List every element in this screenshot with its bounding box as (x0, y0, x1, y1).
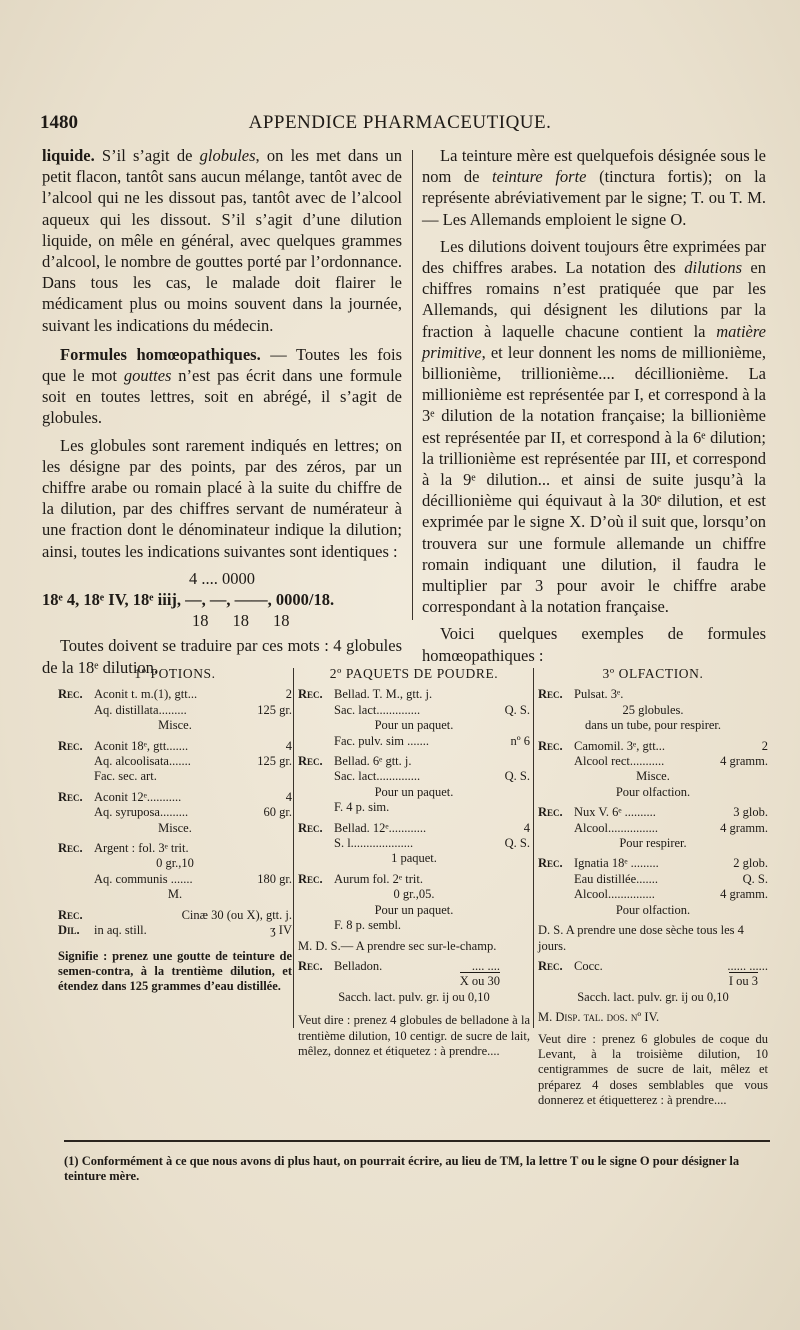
recipe (298, 687, 530, 749)
recipe-line: Sacch. lact. pulv. gr. ij ou 0,10 (577, 989, 729, 1004)
right-paragraph-1 (422, 145, 766, 230)
rec-label: Rec. (58, 907, 83, 922)
recipe-line: F. 8 p. sembl. (334, 918, 402, 933)
rec-label: Rec. (298, 687, 323, 702)
recipe-qty: 4 (285, 789, 292, 804)
recipe-line: Aq. distillata......... (94, 702, 187, 717)
recipe-instruction: M. D. S.— A prendre sec sur-le-champ. (298, 938, 497, 953)
recipe-fraction: X ou 30 (459, 974, 500, 989)
recipe-line: Sac. lact.............. (334, 769, 421, 784)
recipe-fraction: I ou 3 (728, 974, 758, 989)
recipe (538, 805, 768, 851)
potions-note: Signifie : prenez une goutte de teinture de semen-contra, à la trentième dilution, et étendez dans 125 grammes d’eau distillée. (58, 948, 292, 994)
column-divider (412, 150, 413, 620)
recipe-dots: .... .... (471, 958, 500, 973)
formula-divider (533, 668, 534, 1028)
recipe-line: Aurum fol. 2ᵉ trit. (334, 871, 423, 886)
recipe-qty: 125 gr. (257, 754, 292, 769)
text-run: Les dilutions doivent toujours être exprimées par des chiffres arabes. La notation des (422, 236, 766, 278)
recipe-line: Camomil. 3ᵉ, gtt... (574, 738, 666, 753)
notation-equivalents (42, 568, 402, 632)
paquets-title: 2º PAQUETS DE POUDRE. (329, 666, 499, 681)
rec-label: Rec. (298, 958, 323, 973)
text-run: en chiffres romains n’est pratiquée que par les Allemands, qui désignent les dilutions par la fraction à laquelle chacune contient la (422, 258, 766, 341)
recipe-instruction: D. S. A prendre une dose sèche tous les 4 jours. (538, 923, 744, 953)
rec-label: Rec. (58, 841, 83, 856)
recipe (298, 959, 530, 1005)
recipe-qty: 4 (523, 820, 530, 835)
recipe (58, 687, 292, 733)
left-paragraph-1 (42, 145, 402, 336)
page-header (40, 112, 760, 138)
section-heading: Formules homœopathiques. (60, 344, 261, 364)
recipe-line: Ignatia 18ᵉ ......... (574, 856, 659, 871)
recipe-line: 0 gr.,10 (156, 856, 194, 871)
recipe-line: 0 gr.,05. (393, 887, 435, 902)
recipe-qty: 125 gr. (257, 702, 292, 717)
olfaction-note: Veut dire : prenez 6 globules de coque du Levant, à la troisième dilution, 10 centigrammes de sucre de lait, mêlez et préparez 4 doses semblables que vous donnerez et étiquetterez : à prendre.... (538, 1031, 768, 1108)
lead-word: liquide. (42, 146, 95, 165)
recipe (538, 739, 768, 801)
olfaction-title: 3º OLFACTION. (602, 666, 704, 681)
text-run: La teinture mère est quelquefois désignée sous le nom de (422, 146, 766, 187)
left-paragraph-2 (42, 344, 402, 429)
recipe-qty: Q. S. (504, 836, 530, 851)
text-run: n’est pas écrit dans une formule soit en toutes lettres, soit en abrégé, il s’agit de globules. (42, 366, 402, 428)
recipe-qty: Q. S. (504, 702, 530, 717)
italic-term: globules (199, 146, 256, 165)
recipe-line: 25 globules. (622, 702, 684, 717)
paquets-column (298, 666, 530, 1059)
right-column (422, 145, 766, 672)
eq-denominator: 18 (273, 611, 290, 631)
recipe-dots: ...... ...... (727, 958, 768, 973)
recipe (58, 908, 292, 939)
italic-term: teinture forte (492, 167, 587, 187)
right-paragraph-3: Voici quelques exemples de formules homœopathiques : (422, 624, 766, 665)
left-paragraph-3: Les globules sont rarement indiqués en lettres; on les désigne par des points, par des zéros, par un chiffre arabe ou romain placé à la suite du chiffre de la dilution, par des chiffres servant de numérateur à une fraction dont le dénominateur indique la dilution; ainsi, toutes les indications suivantes sont identiques : (42, 435, 402, 561)
rec-label: Rec. (58, 687, 83, 702)
recipe-line: Misce. (158, 718, 192, 733)
recipe-qty: Q. S. (504, 769, 530, 784)
dil-label: Dil. (58, 923, 80, 938)
footnote-rule (64, 1140, 770, 1142)
eq-line-1: 4 .... 0000 (189, 568, 255, 588)
recipe (58, 790, 292, 836)
recipe-line: F. 4 p. sim. (334, 800, 390, 815)
rec-label: Rec. (538, 958, 563, 973)
rec-label: Rec. (58, 738, 83, 753)
recipe (58, 841, 292, 903)
text-run: , et leur donnent les noms de millionième, billionième, trillionième.... décillionième. La millionième est représentée par I, et correspond à la 3ᵉ dilution de la notation française; la billionième est représentée par II, et correspond à la 6ᵉ dilution; la trillionième est représentée par III, et correspond à la 9ᵉ dilution... et ainsi de suite jusqu’à la décillionième qui équivaut à la 30ᵉ dilution, et est exprimée par le signe X. D’où il suit que, lorsqu’on trouvera sur une formule allemande un chiffre romain indiquant une dilution, il faudra le multiplier par 3 pour avoir le chiffre arabe correspondant à la notation française. (422, 342, 766, 617)
recipe-line: M. (167, 887, 183, 902)
recipe-line: Bellad. 12ᵉ............ (334, 820, 427, 835)
italic-term: matière primitive (422, 321, 766, 362)
rec-label: Rec. (538, 687, 563, 702)
recipe-qty: 2 (285, 687, 292, 702)
recipe-line: Pour un paquet. (374, 784, 454, 799)
eq-denominator: 18 (192, 611, 209, 631)
recipe-line: in aq. still. (94, 923, 147, 938)
right-paragraph-2 (422, 236, 766, 618)
recipe-line: Misce. (158, 820, 192, 835)
potions-column (58, 666, 292, 995)
rec-label: Rec. (298, 820, 323, 835)
left-paragraph-4: Toutes doivent se traduire par ces mots : 4 globules de la 18ᵉ dilution. (42, 636, 402, 677)
olfaction-column (538, 666, 768, 1109)
page-number: 1480 (40, 112, 78, 133)
left-column (42, 145, 402, 684)
recipe-line: Eau distillée....... (574, 871, 659, 886)
rec-label: Rec. (298, 754, 323, 769)
recipe-line: Aconit 12ᵉ........... (94, 789, 182, 804)
recipe-line: Pour olfaction. (615, 902, 691, 917)
recipe (538, 687, 768, 733)
recipe-line: Bellad. 6ᵉ gtt. j. (334, 754, 412, 769)
formula-divider (293, 668, 294, 1028)
recipe-qty: 4 gramm. (720, 754, 768, 769)
recipe-line: Fac. pulv. sim ....... (334, 733, 430, 748)
recipe-line: Pour un paquet. (374, 718, 454, 733)
recipe-qty: Q. S. (742, 871, 768, 886)
rec-label: Rec. (538, 738, 563, 753)
recipe-line: S. l.................... (334, 836, 414, 851)
footnote: (1) Conformément à ce que nous avons di plus haut, on pourrait écrire, au lieu de TM, la lettre T ou le signe O pour désigner la teinture mère. (64, 1154, 740, 1183)
text-run: — Toutes les fois que le mot (42, 344, 402, 386)
rec-label: Rec. (538, 805, 563, 820)
recipe-line: dans un tube, pour respirer. (584, 718, 722, 733)
recipe-line: Cinæ 30 (ou X), gtt. j. (181, 907, 292, 922)
recipe (298, 754, 530, 816)
recipe (298, 872, 530, 934)
recipe-line: Pour un paquet. (374, 902, 454, 917)
recipe-line: Alcool................ (574, 820, 659, 835)
italic-term: gouttes (123, 366, 172, 386)
recipe-line: Sac. lact.............. (334, 702, 421, 717)
recipe (538, 959, 768, 1005)
recipe-qty: 2 glob. (733, 856, 768, 871)
eq-denominators (42, 610, 402, 631)
recipe (538, 856, 768, 918)
recipe-line: Belladon. (334, 958, 383, 973)
recipe-qty: 2 (761, 738, 768, 753)
recipe-line: Fac. sec. art. (94, 769, 157, 784)
paquets-note: Veut dire : prenez 4 globules de belladone à la trentième dilution, 10 centigr. de sucre de lait, mêlez, donnez et étiquetez : à prendre.... (298, 1013, 530, 1058)
recipe-line: Aq. alcoolisata....... (94, 754, 191, 769)
recipe-line: Argent : fol. 3ᵉ trit. (94, 841, 189, 856)
recipe-line: Alcool rect........... (574, 754, 665, 769)
eq-line-2: 18ᵉ 4, 18ᵉ IV, 18ᵉ iiij, —, —, ——, 0000/18. (42, 590, 335, 610)
recipe-qty: 180 gr. (257, 871, 292, 886)
recipe-line: Sacch. lact. pulv. gr. ij ou 0,10 (338, 989, 490, 1004)
recipe (58, 739, 292, 785)
recipe-instruction: M. Disp. tal. dos. nº IV. (538, 1010, 660, 1025)
recipe-line: Pulsat. 3ᵉ. (574, 687, 624, 702)
rec-label: Rec. (58, 789, 83, 804)
rec-label: Rec. (538, 856, 563, 871)
recipe-line: Aconit t. m.(1), gtt... (94, 687, 198, 702)
recipe-line: Cocc. (574, 958, 603, 973)
potions-title: 1º POTIONS. (134, 666, 216, 681)
recipe-line: Aq. syruposa......... (94, 805, 189, 820)
recipe (298, 821, 530, 867)
recipe-line: Pour olfaction. (615, 784, 691, 799)
running-head: APPENDICE PHARMACEUTIQUE. (248, 112, 552, 133)
recipe-line: Bellad. T. M., gtt. j. (334, 687, 433, 702)
text-run: , on les met dans un petit flacon, tantôt sans aucun mélange, tantôt avec de l’alcool qui ne les dissout pas, tantôt avec de l’alcool aqueux qui les dissout. S’il s’agit d’une dilution liquide, on mêle en général, avec quelques grammes d’alcool, le nombre de gouttes porté par l’ordonnance. Dans tous les cas, le malade doit flairer le médicament plus ou moins souvent dans la journée, suivant les indications du médecin. (42, 146, 402, 335)
eq-denominator: 18 (232, 611, 249, 631)
text-run: S’il s’agit de (94, 146, 200, 165)
recipe-line: Pour respirer. (619, 836, 687, 851)
recipe-line: Nux V. 6ᵉ .......... (574, 805, 656, 820)
recipe-qty: 4 gramm. (720, 820, 768, 835)
recipe-line: Alcool............... (574, 887, 655, 902)
recipe-line: Aconit 18ᵉ, gtt....... (94, 738, 189, 753)
rec-label: Rec. (298, 871, 323, 886)
recipe-qty: ʒ IV (270, 923, 292, 938)
text-run: (tinctura fortis); on la représente abréviativement par le signe; T. ou T. M. — Les Allemands emploient le signe O. (422, 167, 766, 229)
recipe-line: Aq. communis ....... (94, 871, 193, 886)
recipe-qty: 3 glob. (733, 805, 768, 820)
recipe-qty: 4 gramm. (720, 887, 768, 902)
recipe-qty: nº 6 (510, 733, 530, 748)
recipe-line: 1 paquet. (391, 851, 437, 866)
italic-term: dilutions (684, 258, 743, 278)
recipe-qty: 4 (285, 738, 292, 753)
recipe-qty: 60 gr. (263, 805, 292, 820)
recipe-line: Misce. (636, 769, 670, 784)
